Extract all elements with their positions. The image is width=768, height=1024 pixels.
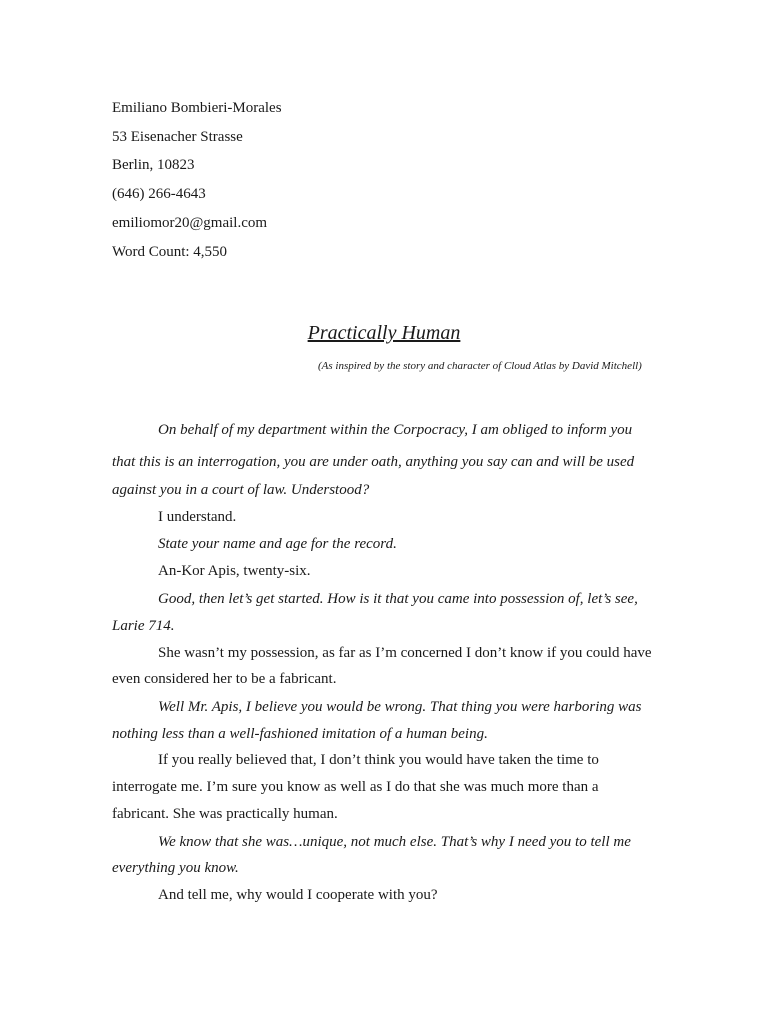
body-line: And tell me, why would I cooperate with you? <box>158 887 438 903</box>
author-name: Emiliano Bombieri-Morales <box>112 100 282 116</box>
author-contact-block <box>112 94 282 266</box>
body-line: fabricant. She was practically human. <box>112 806 338 822</box>
story-title: Practically Human <box>307 322 461 344</box>
body-line: Larie 714. <box>112 618 175 634</box>
body-line: Good, then let’s get started. How is it that you came into possession of, let’s see, <box>158 591 638 607</box>
body-line: State your name and age for the record. <box>158 536 397 552</box>
body-line: everything you know. <box>112 860 239 876</box>
body-line: Well Mr. Apis, I believe you would be wrong. That thing you were harboring was <box>158 699 642 715</box>
body-line: She wasn’t my possession, as far as I’m concerned I don’t know if you could have <box>158 645 652 661</box>
body-line: nothing less than a well-fashioned imitation of a human being. <box>112 726 488 742</box>
body-line: against you in a court of law. Understood? <box>112 482 370 498</box>
author-city: Berlin, 10823 <box>112 157 195 174</box>
story-subtitle: (As inspired by the story and character of Cloud Atlas by David Mitchell) <box>318 360 642 372</box>
author-street: 53 Eisenacher Strasse <box>112 128 243 145</box>
body-line: interrogate me. I’m sure you know as well as I do that she was much more than a <box>112 779 599 795</box>
author-email: emiliomor20@gmail.com <box>112 214 268 231</box>
body-line: On behalf of my department within the Corpocracy, I am obliged to inform you <box>158 422 633 438</box>
author-phone: (646) 266-4643 <box>112 186 206 203</box>
body-line: An-Kor Apis, twenty-six. <box>158 563 311 579</box>
body-line: We know that she was…unique, not much else. That’s why I need you to tell me <box>158 834 631 850</box>
word-count: Word Count: 4,550 <box>112 243 228 260</box>
body-line: that this is an interrogation, you are under oath, anything you say can and will be used <box>112 454 635 470</box>
body-line: If you really believed that, I don’t think you would have taken the time to <box>158 752 599 768</box>
body-line: I understand. <box>158 509 237 525</box>
body-line: even considered her to be a fabricant. <box>112 671 337 687</box>
